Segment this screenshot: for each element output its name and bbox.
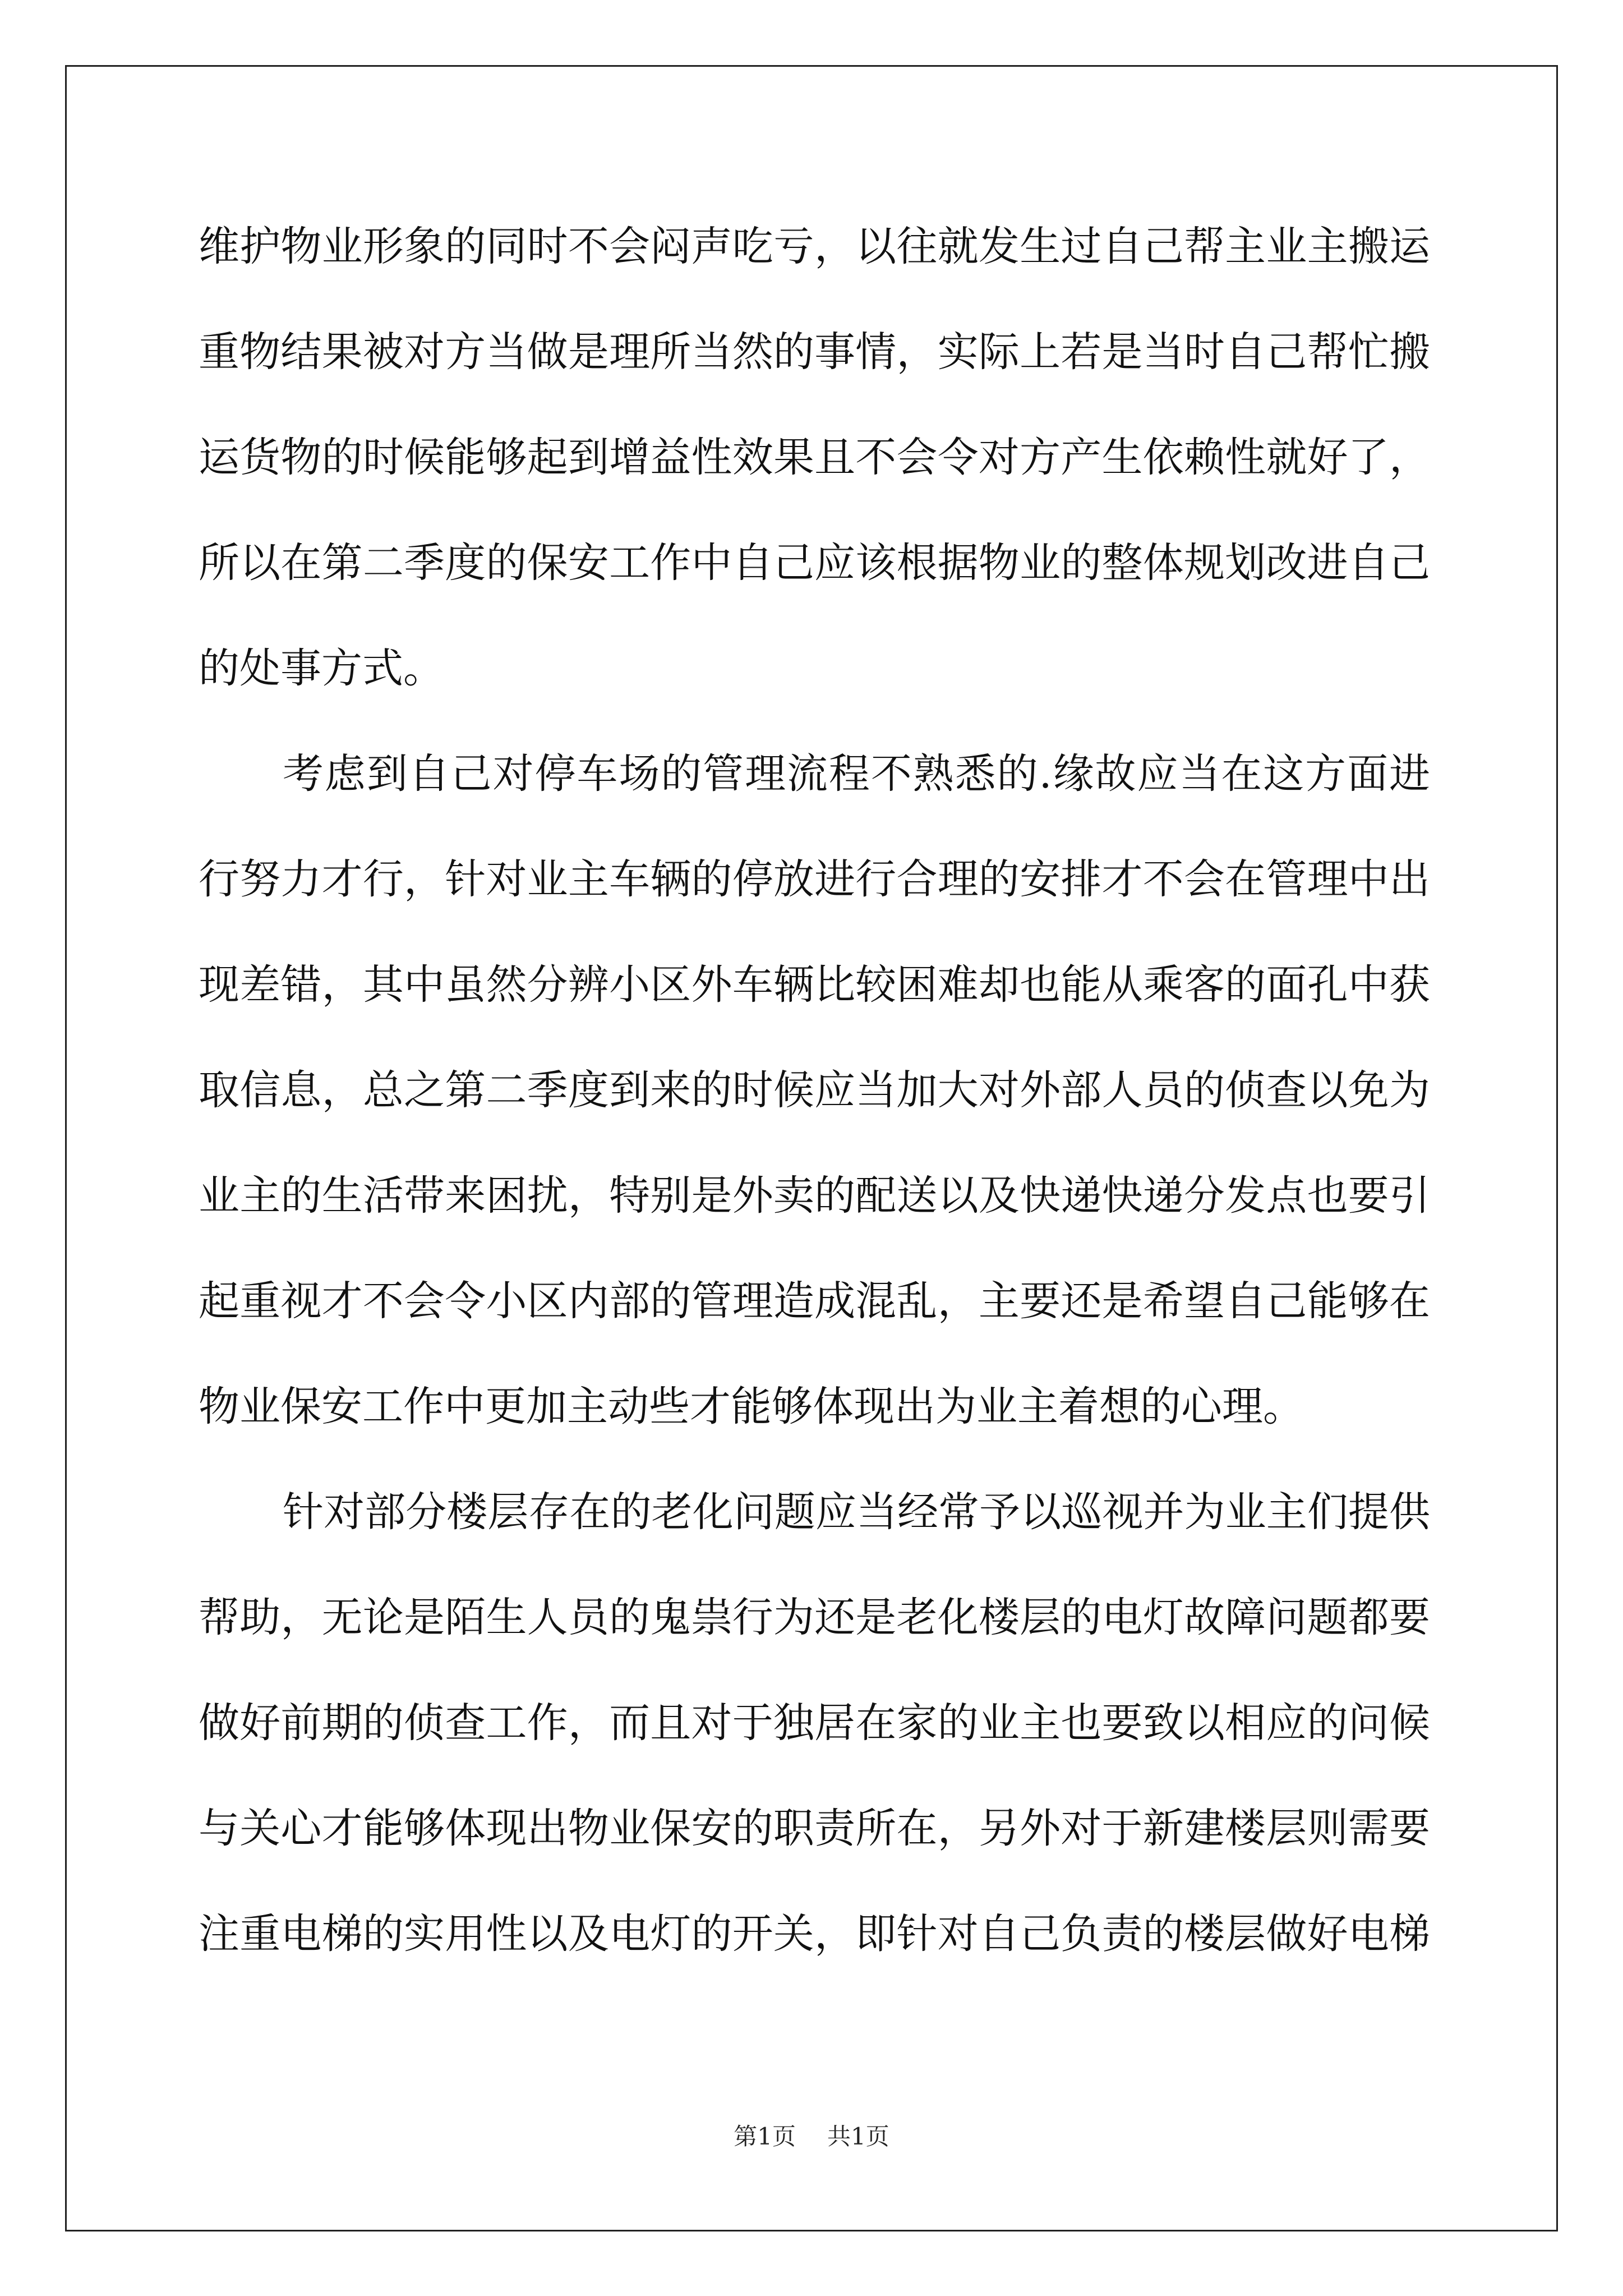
page-footer <box>0 2120 1623 2154</box>
text-line: 的处事方式。 <box>199 645 444 692</box>
text-line: 行努力才行，针对业主车辆的停放进行合理的安排才不会在管理中出 <box>199 855 1430 903</box>
text-line: 做好前期的侦查工作，而且对于独居在家的业主也要致以相应的问候 <box>199 1699 1430 1747</box>
paragraph-first-line: 针对部分楼层存在的老化问题应当经常予以巡视并为业主们提供 <box>283 1488 1430 1536</box>
text-line: 物业保安工作中更加主动些才能够体现出为业主着想的心理。 <box>199 1383 1304 1430</box>
text-line: 业主的生活带来困扰，特别是外卖的配送以及快递快递分发点也要引 <box>199 1172 1430 1220</box>
text-line: 与关心才能够体现出物业保安的职责所在，另外对于新建楼层则需要 <box>199 1805 1430 1852</box>
text-line: 运货物的时候能够起到增益性效果且不会令对方产生依赖性就好了， <box>199 434 1430 481</box>
text-line: 帮助，无论是陌生人员的鬼祟行为还是老化楼层的电灯故障问题都要 <box>199 1594 1430 1641</box>
text-line: 取信息，总之第二季度到来的时候应当加大对外部人员的侦查以免为 <box>199 1066 1430 1114</box>
paragraph-first-line: 考虑到自己对停车场的管理流程不熟悉的.缘故应当在这方面进 <box>283 750 1430 798</box>
text-line: 起重视才不会令小区内部的管理造成混乱，主要还是希望自己能够在 <box>199 1277 1430 1325</box>
text-line: 注重电梯的实用性以及电灯的开关，即针对自己负责的楼层做好电梯 <box>199 1910 1430 1958</box>
text-line: 重物结果被对方当做是理所当然的事情，实际上若是当时自己帮忙搬 <box>199 328 1430 376</box>
text-line: 所以在第二季度的保安工作中自己应该根据物业的整体规划改进自己 <box>199 539 1430 587</box>
page-number-current: 第1页 <box>734 2123 796 2150</box>
text-line: 现差错，其中虽然分辨小区外车辆比较困难却也能从乘客的面孔中获 <box>199 961 1430 1009</box>
text-line: 维护物业形象的同时不会闷声吃亏，以往就发生过自己帮主业主搬运 <box>199 223 1430 270</box>
page-number-total: 共1页 <box>827 2123 889 2150</box>
